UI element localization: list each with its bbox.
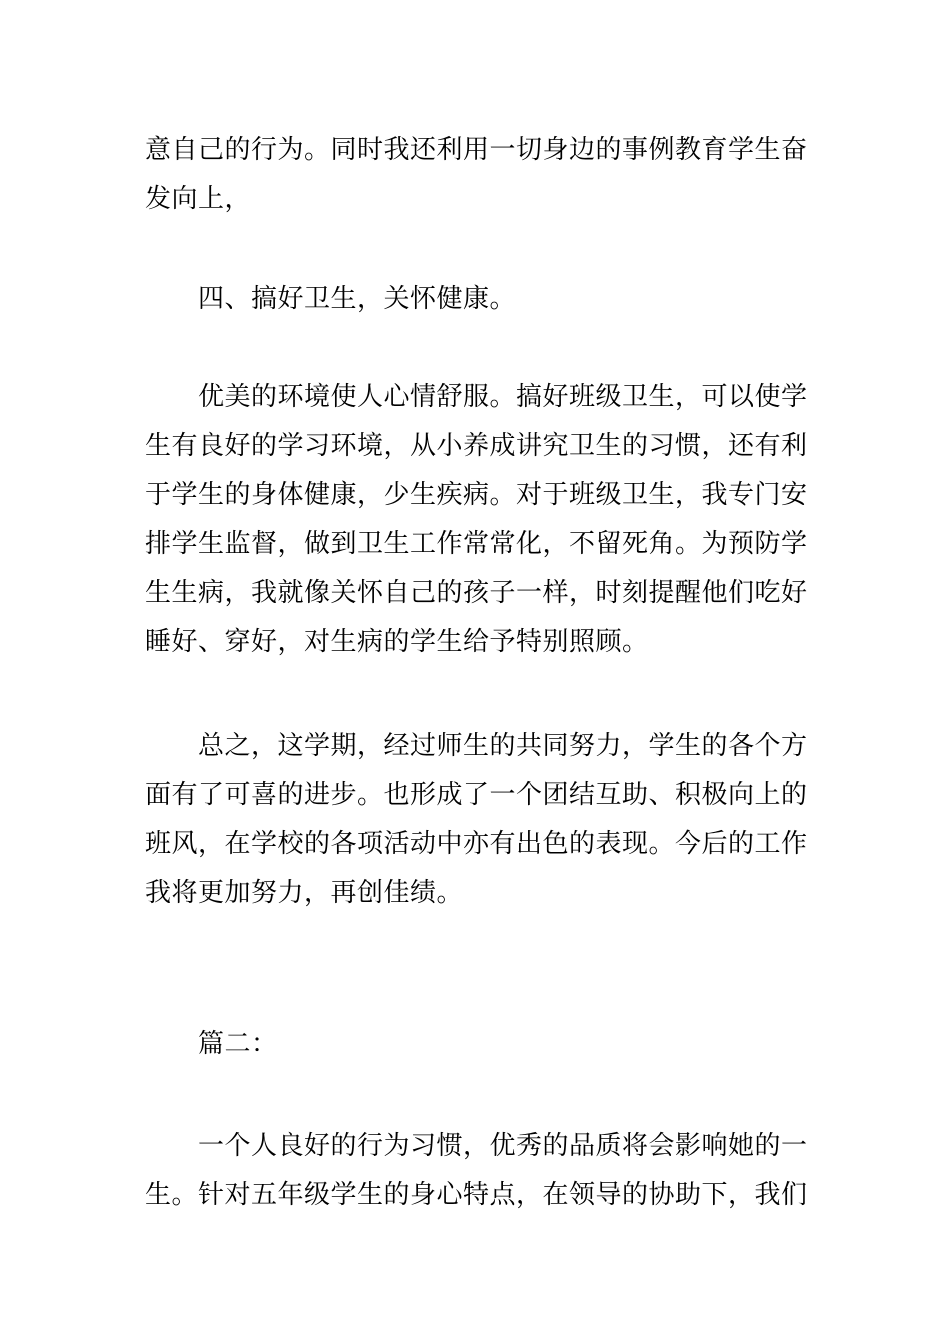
- part-two-paragraph: [145, 1122, 810, 1220]
- paragraph-line: 生。针对五年级学生的身心特点，在领导的协助下，我们: [145, 1180, 808, 1210]
- hygiene-paragraph: [145, 373, 810, 667]
- fragment-paragraph: [145, 126, 810, 224]
- paragraph-line: 于学生的身体健康，少生疾病。对于班级卫生，我专门安: [145, 480, 808, 510]
- paragraph-line: 总之，这学期，经过师生的共同努力，学生的各个方: [198, 731, 808, 761]
- paragraph-line: 面有了可喜的进步。也形成了一个团结互助、积极向上的: [145, 780, 808, 810]
- paragraph-line: 发向上，: [145, 184, 252, 214]
- paragraph-line: 意自己的行为。同时我还利用一切身边的事例教育学生奋: [145, 135, 808, 165]
- paragraph-line: 班风，在学校的各项活动中亦有出色的表现。今后的工作: [145, 829, 808, 859]
- paragraph-line: 一个人良好的行为习惯，优秀的品质将会影响她的一: [198, 1131, 808, 1161]
- paragraph-line: 生有良好的学习环境，从小养成讲究卫生的习惯，还有利: [145, 431, 808, 461]
- section-four-heading: 四、搞好卫生，关怀健康。: [198, 284, 517, 314]
- paragraph-line: 我将更加努力，再创佳绩。: [145, 878, 464, 908]
- paragraph-line: 优美的环境使人心情舒服。搞好班级卫生，可以使学: [198, 382, 808, 412]
- summary-paragraph: [145, 722, 810, 918]
- paragraph-line: 生生病，我就像关怀自己的孩子一样，时刻提醒他们吃好: [145, 578, 808, 608]
- paragraph-line: 排学生监督，做到卫生工作常常化，不留死角。为预防学: [145, 529, 808, 559]
- paragraph-line: 睡好、穿好，对生病的学生给予特别照顾。: [145, 627, 649, 657]
- part-two-heading: 篇二：: [198, 1029, 278, 1059]
